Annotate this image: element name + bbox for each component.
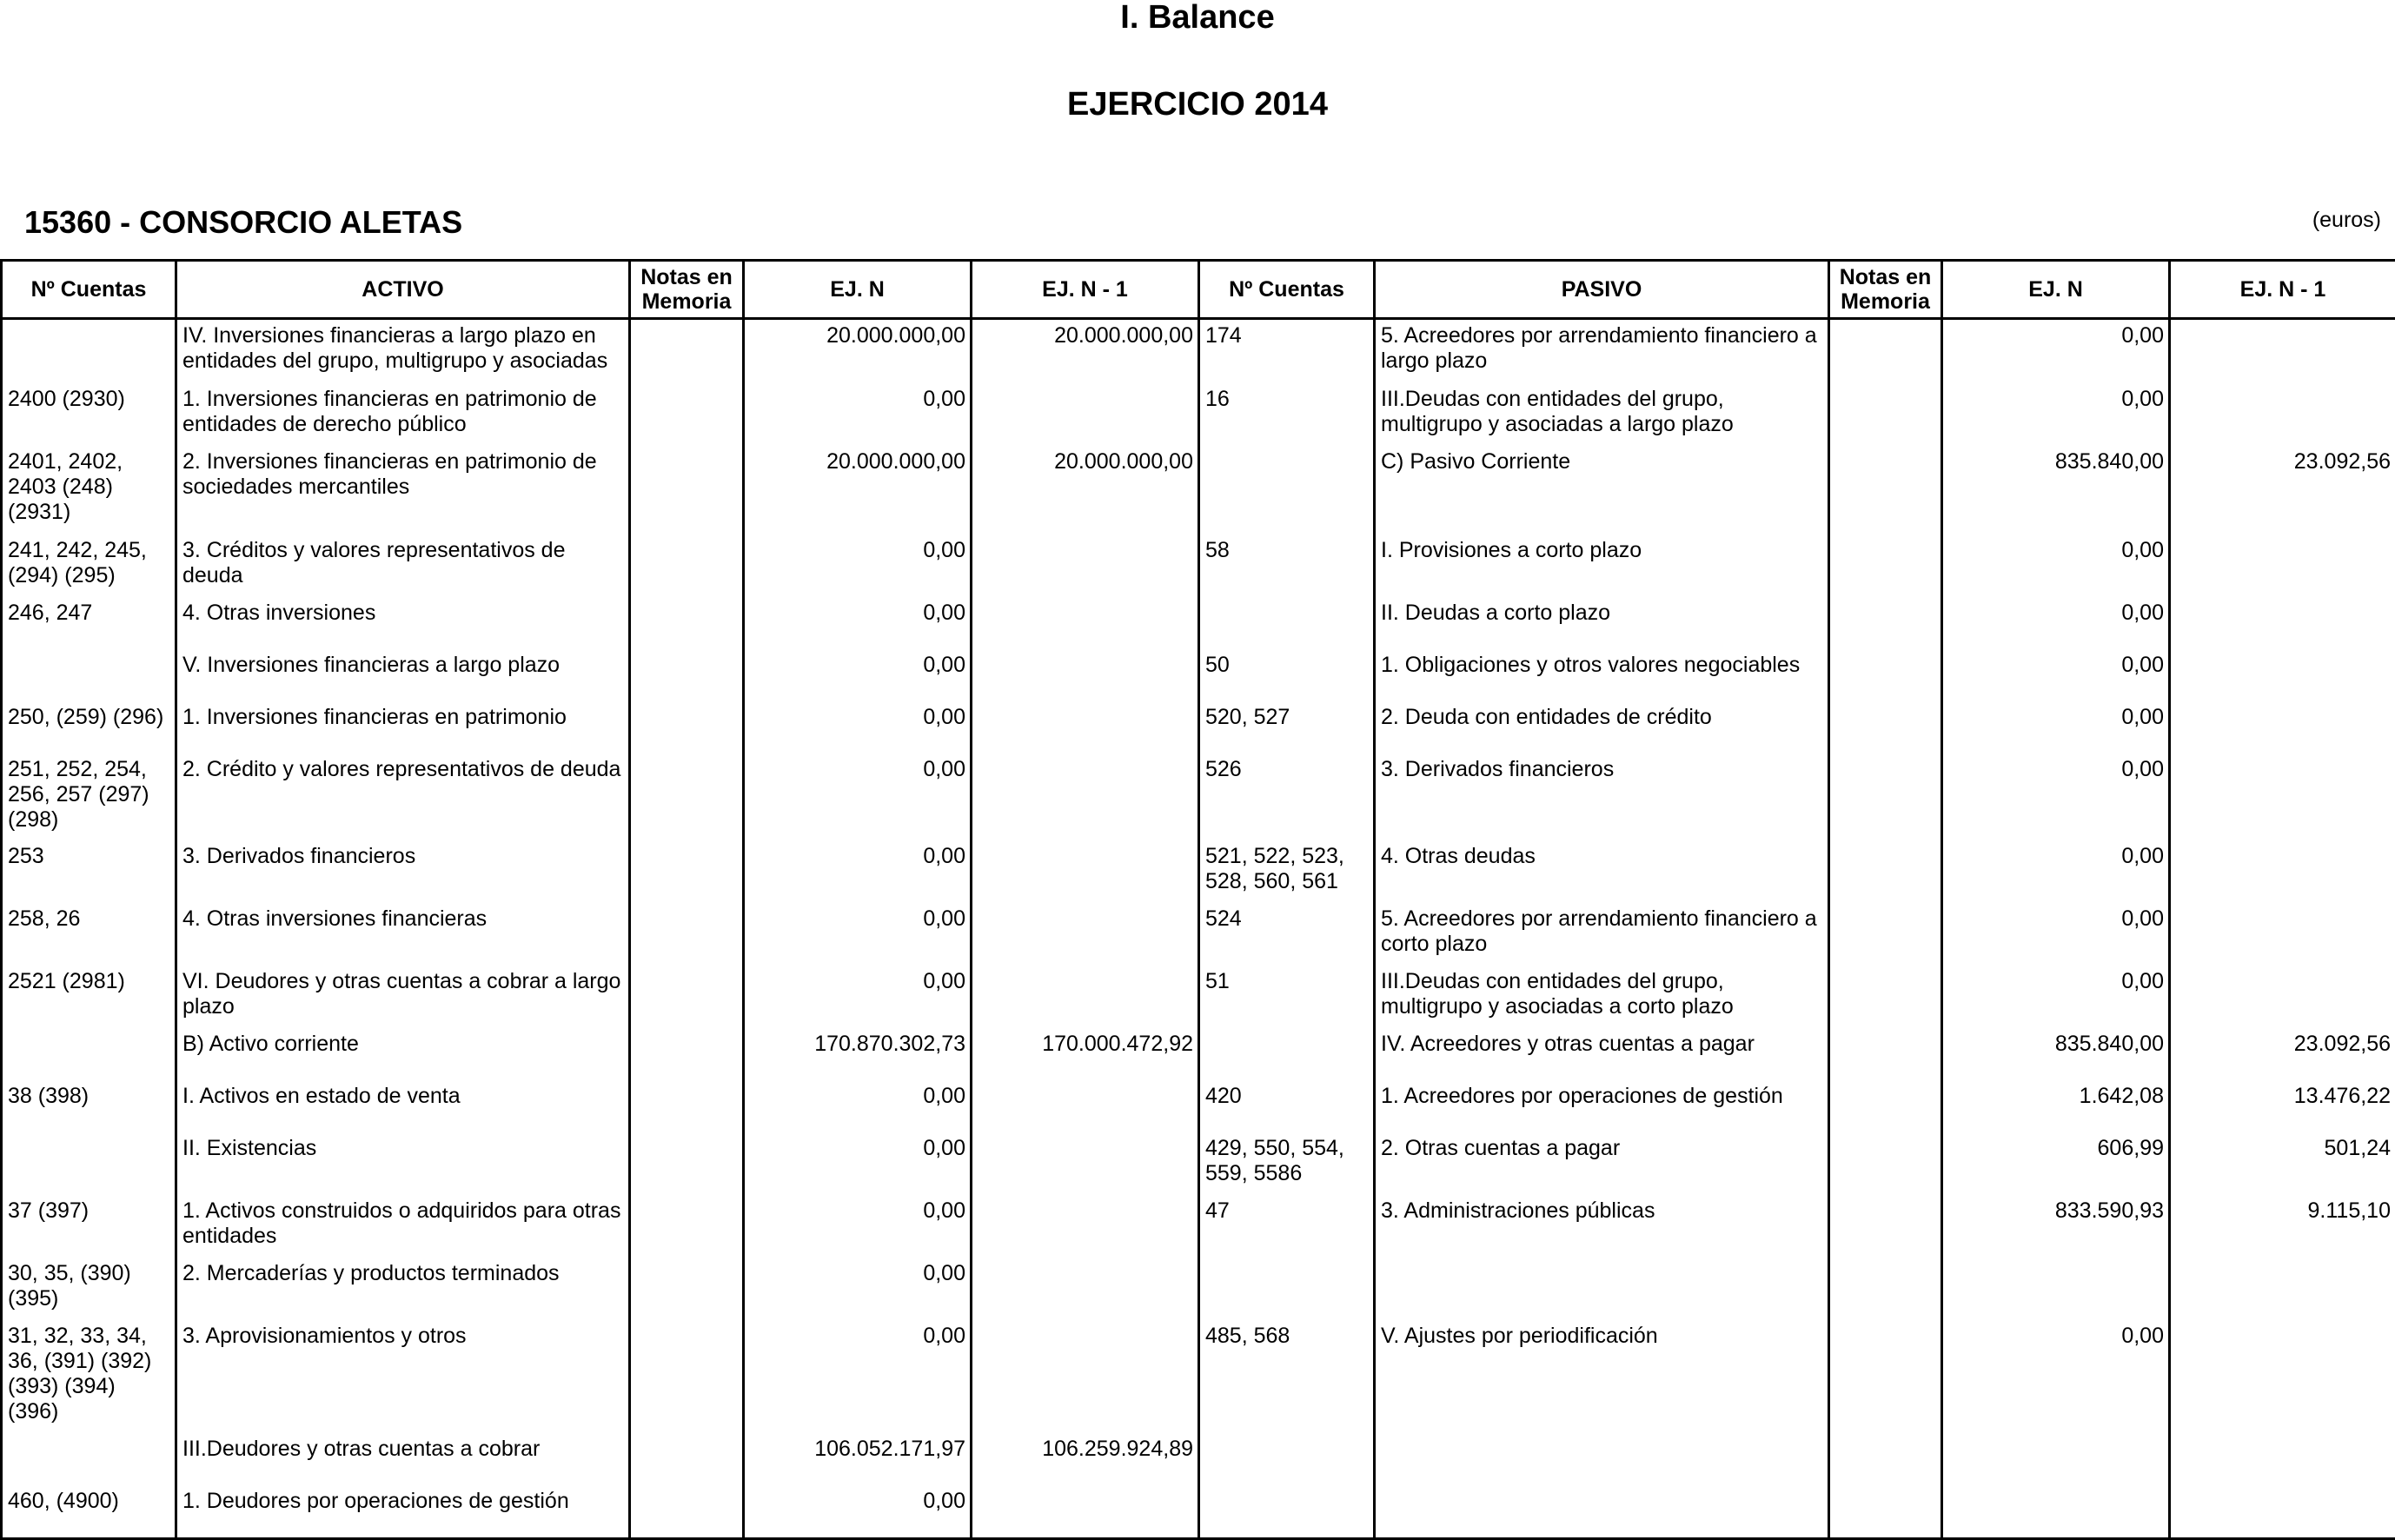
- activo-cuentas: 30, 35, (390) (395): [2, 1258, 176, 1320]
- pasivo-ejn: 833.590,93: [1942, 1195, 2170, 1258]
- activo-notas: [630, 701, 744, 753]
- activo-ejn: 106.052.171,97: [744, 1433, 972, 1485]
- pasivo-cuentas: 524: [1199, 903, 1375, 966]
- header-ejn-pasivo: EJ. N: [1942, 261, 2170, 319]
- table-row: [2, 1320, 2395, 1433]
- pasivo-cuentas: 58: [1199, 534, 1375, 597]
- pasivo-notas: [1829, 1320, 1942, 1433]
- table-row: [2, 534, 2395, 597]
- activo-label: IV. Inversiones financieras a largo plazo en entidades del grupo, multigrupo y asociadas: [176, 319, 630, 383]
- table-row: [2, 1195, 2395, 1258]
- fiscal-year-title: EJERCICIO 2014: [0, 87, 2395, 122]
- pasivo-cuentas: 429, 550, 554, 559, 5586: [1199, 1132, 1375, 1195]
- pasivo-ejn1: [2170, 840, 2395, 903]
- pasivo-ejn1: [2170, 534, 2395, 597]
- activo-ejn1: [972, 840, 1199, 903]
- pasivo-cuentas: [1199, 1028, 1375, 1080]
- pasivo-ejn: [1942, 1485, 2170, 1539]
- activo-notas: [630, 753, 744, 840]
- pasivo-label: 4. Otras deudas: [1375, 840, 1829, 903]
- activo-cuentas: 246, 247: [2, 597, 176, 649]
- table-row: [2, 1258, 2395, 1320]
- pasivo-label: 3. Derivados financieros: [1375, 753, 1829, 840]
- header-ejn1-activo: EJ. N - 1: [972, 261, 1199, 319]
- activo-cuentas: 31, 32, 33, 34, 36, (391) (392) (393) (394) (396): [2, 1320, 176, 1433]
- pasivo-cuentas: 520, 527: [1199, 701, 1375, 753]
- activo-label: VI. Deudores y otras cuentas a cobrar a largo plazo: [176, 966, 630, 1028]
- activo-ejn: 0,00: [744, 597, 972, 649]
- pasivo-ejn: 0,00: [1942, 649, 2170, 701]
- pasivo-cuentas: 50: [1199, 649, 1375, 701]
- activo-notas: [630, 903, 744, 966]
- pasivo-ejn1: [2170, 649, 2395, 701]
- activo-ejn: 0,00: [744, 1320, 972, 1433]
- pasivo-cuentas: 47: [1199, 1195, 1375, 1258]
- header-notas-pasivo: Notas en Memoria: [1829, 261, 1942, 319]
- pasivo-notas: [1829, 1195, 1942, 1258]
- pasivo-ejn: 835.840,00: [1942, 1028, 2170, 1080]
- activo-cuentas: [2, 1132, 176, 1195]
- pasivo-label: [1375, 1485, 1829, 1539]
- activo-label: 2. Crédito y valores representativos de deuda: [176, 753, 630, 840]
- activo-ejn: 20.000.000,00: [744, 319, 972, 383]
- pasivo-cuentas: 16: [1199, 383, 1375, 446]
- pasivo-notas: [1829, 319, 1942, 383]
- page-title: I. Balance: [0, 0, 2395, 35]
- activo-ejn1: [972, 534, 1199, 597]
- activo-ejn1: 20.000.000,00: [972, 319, 1199, 383]
- activo-notas: [630, 1132, 744, 1195]
- activo-cuentas: 2400 (2930): [2, 383, 176, 446]
- activo-label: 4. Otras inversiones financieras: [176, 903, 630, 966]
- pasivo-ejn: 0,00: [1942, 383, 2170, 446]
- activo-notas: [630, 1080, 744, 1132]
- activo-label: V. Inversiones financieras a largo plazo: [176, 649, 630, 701]
- pasivo-ejn: 0,00: [1942, 534, 2170, 597]
- activo-notas: [630, 840, 744, 903]
- pasivo-notas: [1829, 383, 1942, 446]
- activo-ejn: 0,00: [744, 383, 972, 446]
- pasivo-cuentas: [1199, 1258, 1375, 1320]
- activo-notas: [630, 383, 744, 446]
- table-row: [2, 1485, 2395, 1539]
- pasivo-notas: [1829, 966, 1942, 1028]
- pasivo-ejn: 0,00: [1942, 903, 2170, 966]
- pasivo-label: [1375, 1433, 1829, 1485]
- activo-label: 4. Otras inversiones: [176, 597, 630, 649]
- table-row: [2, 1028, 2395, 1080]
- activo-ejn: 170.870.302,73: [744, 1028, 972, 1080]
- pasivo-ejn1: 9.115,10: [2170, 1195, 2395, 1258]
- activo-cuentas: 258, 26: [2, 903, 176, 966]
- activo-notas: [630, 319, 744, 383]
- table-row: [2, 383, 2395, 446]
- pasivo-notas: [1829, 534, 1942, 597]
- balance-rows: [2, 319, 2395, 1539]
- activo-label: B) Activo corriente: [176, 1028, 630, 1080]
- header-ejn1-pasivo: EJ. N - 1: [2170, 261, 2395, 319]
- pasivo-notas: [1829, 1485, 1942, 1539]
- pasivo-ejn1: [2170, 1485, 2395, 1539]
- pasivo-notas: [1829, 446, 1942, 534]
- table-row: [2, 701, 2395, 753]
- header-pasivo: PASIVO: [1375, 261, 1829, 319]
- pasivo-ejn1: 501,24: [2170, 1132, 2395, 1195]
- pasivo-label: 1. Acreedores por operaciones de gestión: [1375, 1080, 1829, 1132]
- pasivo-notas: [1829, 903, 1942, 966]
- pasivo-cuentas: 526: [1199, 753, 1375, 840]
- activo-label: II. Existencias: [176, 1132, 630, 1195]
- pasivo-label: 1. Obligaciones y otros valores negociables: [1375, 649, 1829, 701]
- pasivo-ejn: [1942, 1258, 2170, 1320]
- header-ejn-activo: EJ. N: [744, 261, 972, 319]
- table-row: [2, 1132, 2395, 1195]
- activo-label: 1. Deudores por operaciones de gestión: [176, 1485, 630, 1539]
- pasivo-cuentas: [1199, 1485, 1375, 1539]
- activo-notas: [630, 1028, 744, 1080]
- activo-cuentas: 2401, 2402, 2403 (248) (2931): [2, 446, 176, 534]
- pasivo-cuentas: 420: [1199, 1080, 1375, 1132]
- pasivo-label: II. Deudas a corto plazo: [1375, 597, 1829, 649]
- pasivo-notas: [1829, 840, 1942, 903]
- activo-ejn: 0,00: [744, 840, 972, 903]
- activo-ejn1: [972, 649, 1199, 701]
- activo-cuentas: 38 (398): [2, 1080, 176, 1132]
- activo-notas: [630, 534, 744, 597]
- activo-ejn1: 20.000.000,00: [972, 446, 1199, 534]
- currency-units: (euros): [2312, 207, 2381, 233]
- pasivo-notas: [1829, 701, 1942, 753]
- header-notas-activo: Notas en Memoria: [630, 261, 744, 319]
- activo-ejn1: [972, 1132, 1199, 1195]
- pasivo-ejn: 0,00: [1942, 840, 2170, 903]
- pasivo-label: I. Provisiones a corto plazo: [1375, 534, 1829, 597]
- pasivo-ejn1: [2170, 753, 2395, 840]
- balance-table: [0, 259, 2395, 1540]
- activo-cuentas: 37 (397): [2, 1195, 176, 1258]
- activo-notas: [630, 1433, 744, 1485]
- activo-cuentas: 253: [2, 840, 176, 903]
- pasivo-cuentas: 174: [1199, 319, 1375, 383]
- pasivo-ejn: 0,00: [1942, 1320, 2170, 1433]
- pasivo-cuentas: 485, 568: [1199, 1320, 1375, 1433]
- pasivo-label: III.Deudas con entidades del grupo, multigrupo y asociadas a corto plazo: [1375, 966, 1829, 1028]
- pasivo-ejn: 0,00: [1942, 966, 2170, 1028]
- pasivo-ejn1: [2170, 903, 2395, 966]
- activo-label: III.Deudores y otras cuentas a cobrar: [176, 1433, 630, 1485]
- activo-cuentas: [2, 1028, 176, 1080]
- pasivo-ejn: 0,00: [1942, 597, 2170, 649]
- activo-ejn: 0,00: [744, 753, 972, 840]
- table-row: [2, 966, 2395, 1028]
- activo-notas: [630, 1485, 744, 1539]
- activo-ejn1: [972, 1320, 1199, 1433]
- table-row: [2, 753, 2395, 840]
- pasivo-notas: [1829, 649, 1942, 701]
- header-activo: ACTIVO: [176, 261, 630, 319]
- pasivo-label: IV. Acreedores y otras cuentas a pagar: [1375, 1028, 1829, 1080]
- pasivo-ejn1: 23.092,56: [2170, 446, 2395, 534]
- activo-ejn: 0,00: [744, 903, 972, 966]
- activo-label: 2. Inversiones financieras en patrimonio de sociedades mercantiles: [176, 446, 630, 534]
- activo-notas: [630, 649, 744, 701]
- activo-label: 1. Inversiones financieras en patrimonio de entidades de derecho público: [176, 383, 630, 446]
- activo-ejn1: [972, 903, 1199, 966]
- pasivo-ejn: 606,99: [1942, 1132, 2170, 1195]
- activo-ejn: 20.000.000,00: [744, 446, 972, 534]
- activo-ejn1: 170.000.472,92: [972, 1028, 1199, 1080]
- pasivo-label: 3. Administraciones públicas: [1375, 1195, 1829, 1258]
- pasivo-cuentas: 51: [1199, 966, 1375, 1028]
- pasivo-ejn1: [2170, 1258, 2395, 1320]
- activo-ejn1: [972, 701, 1199, 753]
- activo-cuentas: [2, 319, 176, 383]
- activo-label: 3. Créditos y valores representativos de deuda: [176, 534, 630, 597]
- activo-ejn: 0,00: [744, 1080, 972, 1132]
- table-row: [2, 1433, 2395, 1485]
- activo-notas: [630, 966, 744, 1028]
- activo-cuentas: [2, 649, 176, 701]
- pasivo-ejn1: 13.476,22: [2170, 1080, 2395, 1132]
- pasivo-cuentas: [1199, 1433, 1375, 1485]
- pasivo-notas: [1829, 1132, 1942, 1195]
- pasivo-ejn1: [2170, 1320, 2395, 1433]
- activo-ejn1: [972, 1485, 1199, 1539]
- pasivo-label: 2. Deuda con entidades de crédito: [1375, 701, 1829, 753]
- header-cuentas-activo: Nº Cuentas: [2, 261, 176, 319]
- activo-notas: [630, 1320, 744, 1433]
- table-row: [2, 903, 2395, 966]
- activo-cuentas: 241, 242, 245, (294) (295): [2, 534, 176, 597]
- pasivo-cuentas: [1199, 597, 1375, 649]
- activo-ejn1: [972, 1258, 1199, 1320]
- activo-label: 3. Derivados financieros: [176, 840, 630, 903]
- pasivo-ejn: [1942, 1433, 2170, 1485]
- activo-cuentas: 460, (4900): [2, 1485, 176, 1539]
- entity-name: 15360 - CONSORCIO ALETAS: [24, 205, 462, 240]
- activo-ejn: 0,00: [744, 1258, 972, 1320]
- activo-notas: [630, 597, 744, 649]
- table-row: [2, 319, 2395, 383]
- pasivo-notas: [1829, 753, 1942, 840]
- activo-notas: [630, 1258, 744, 1320]
- pasivo-notas: [1829, 1080, 1942, 1132]
- activo-cuentas: 251, 252, 254, 256, 257 (297) (298): [2, 753, 176, 840]
- activo-ejn: 0,00: [744, 1132, 972, 1195]
- activo-ejn1: 106.259.924,89: [972, 1433, 1199, 1485]
- pasivo-ejn: 835.840,00: [1942, 446, 2170, 534]
- pasivo-ejn1: 23.092,56: [2170, 1028, 2395, 1080]
- activo-cuentas: 2521 (2981): [2, 966, 176, 1028]
- activo-cuentas: 250, (259) (296): [2, 701, 176, 753]
- activo-ejn: 0,00: [744, 1485, 972, 1539]
- pasivo-label: C) Pasivo Corriente: [1375, 446, 1829, 534]
- table-row: [2, 446, 2395, 534]
- pasivo-label: 2. Otras cuentas a pagar: [1375, 1132, 1829, 1195]
- activo-ejn1: [972, 597, 1199, 649]
- table-row: [2, 840, 2395, 903]
- pasivo-cuentas: 521, 522, 523, 528, 560, 561: [1199, 840, 1375, 903]
- pasivo-ejn1: [2170, 1433, 2395, 1485]
- activo-ejn: 0,00: [744, 1195, 972, 1258]
- activo-label: 2. Mercaderías y productos terminados: [176, 1258, 630, 1320]
- activo-ejn: 0,00: [744, 534, 972, 597]
- table-row: [2, 649, 2395, 701]
- pasivo-notas: [1829, 1433, 1942, 1485]
- pasivo-label: [1375, 1258, 1829, 1320]
- pasivo-ejn: 1.642,08: [1942, 1080, 2170, 1132]
- pasivo-ejn1: [2170, 966, 2395, 1028]
- pasivo-ejn: 0,00: [1942, 319, 2170, 383]
- activo-label: I. Activos en estado de venta: [176, 1080, 630, 1132]
- activo-notas: [630, 1195, 744, 1258]
- pasivo-label: V. Ajustes por periodificación: [1375, 1320, 1829, 1433]
- activo-ejn1: [972, 966, 1199, 1028]
- activo-ejn1: [972, 383, 1199, 446]
- pasivo-cuentas: [1199, 446, 1375, 534]
- pasivo-notas: [1829, 1258, 1942, 1320]
- header-cuentas-pasivo: Nº Cuentas: [1199, 261, 1375, 319]
- activo-ejn: 0,00: [744, 701, 972, 753]
- activo-label: 3. Aprovisionamientos y otros: [176, 1320, 630, 1433]
- activo-ejn1: [972, 753, 1199, 840]
- pasivo-label: III.Deudas con entidades del grupo, multigrupo y asociadas a largo plazo: [1375, 383, 1829, 446]
- pasivo-label: 5. Acreedores por arrendamiento financiero a largo plazo: [1375, 319, 1829, 383]
- activo-ejn: 0,00: [744, 649, 972, 701]
- activo-cuentas: [2, 1433, 176, 1485]
- activo-ejn1: [972, 1080, 1199, 1132]
- table-row: [2, 1080, 2395, 1132]
- header-row: [2, 261, 2395, 319]
- pasivo-ejn1: [2170, 319, 2395, 383]
- activo-label: 1. Inversiones financieras en patrimonio: [176, 701, 630, 753]
- pasivo-ejn: 0,00: [1942, 753, 2170, 840]
- activo-ejn1: [972, 1195, 1199, 1258]
- pasivo-notas: [1829, 1028, 1942, 1080]
- pasivo-ejn1: [2170, 383, 2395, 446]
- activo-notas: [630, 446, 744, 534]
- pasivo-notas: [1829, 597, 1942, 649]
- pasivo-ejn: 0,00: [1942, 701, 2170, 753]
- pasivo-ejn1: [2170, 597, 2395, 649]
- pasivo-label: 5. Acreedores por arrendamiento financiero a corto plazo: [1375, 903, 1829, 966]
- activo-label: 1. Activos construidos o adquiridos para otras entidades: [176, 1195, 630, 1258]
- table-row: [2, 597, 2395, 649]
- pasivo-ejn1: [2170, 701, 2395, 753]
- activo-ejn: 0,00: [744, 966, 972, 1028]
